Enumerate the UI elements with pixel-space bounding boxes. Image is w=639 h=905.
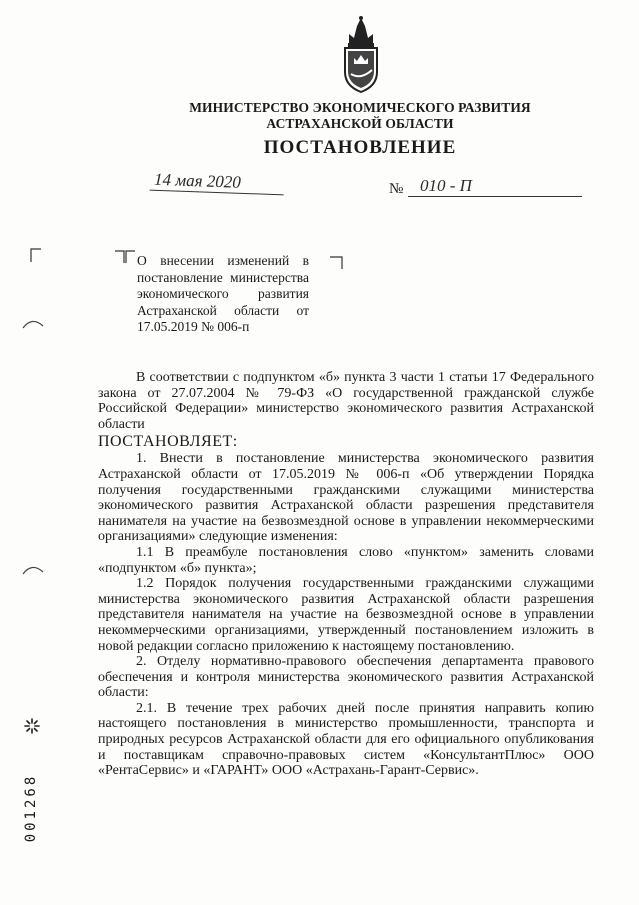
- asterisk-stamp-icon: [24, 718, 40, 734]
- decree-title: ПОСТАНОВЛЕНИЕ: [263, 137, 457, 158]
- paragraph-1-2: 1.2 Порядок получения государственными гражданскими служащими министерства экономического развития Астраханской области разрешения представителя нанимателя на участие на безвозмездной основе в управлении некоммерческими организациями, утвержденный постановлением изложить в новой редакции согласно приложению к настоящему постановлению.: [98, 576, 594, 654]
- ministry-name-line2: АСТРАХАНСКОЙ ОБЛАСТИ: [266, 116, 454, 131]
- paragraph-2: 2. Отделу нормативно-правового обеспечения департамента правового обеспечения и контроля министерства экономического развития Астраханской области:: [98, 654, 594, 701]
- punch-mark-icon: [22, 316, 44, 330]
- subject-bracket-right-icon: [329, 256, 343, 270]
- scan-number: [14, 740, 44, 900]
- preamble-paragraph: В соответствии с подпунктом «б» пункта 3 части 1 статьи 17 Федерального закона от 27.07.2004 № 79-ФЗ «О государственной гражданской службе Российской Федерации» министерство экономического развития Астраханской области: [98, 370, 594, 432]
- corner-bracket-icon: [30, 248, 42, 262]
- scan-number-text: 001268: [23, 773, 39, 843]
- postanovlyaet-heading: ПОСТАНОВЛЯЕТ:: [98, 433, 238, 451]
- ministry-name-line1: МИНИСТЕРСТВО ЭКОНОМИЧЕСКОГО РАЗВИТИЯ: [189, 100, 531, 115]
- ministry-name: [150, 100, 570, 132]
- punch-mark-icon: [22, 562, 44, 576]
- decree-number-label: №: [389, 181, 404, 197]
- decree-date: 14 мая 2020: [150, 170, 285, 196]
- decree-number: 010 - П: [408, 176, 582, 197]
- coat-of-arms-icon: [339, 14, 383, 94]
- paragraph-1-1: 1.1 В преамбуле постановления слово «пунктом» заменить словами «подпунктом «б» пункта»;: [98, 544, 594, 576]
- subject-bracket-left-icon: [114, 250, 136, 264]
- decree-subject: О внесении изменений в постановление министерства экономического развития Астраханской области от 17.05.2019 № 006-п: [137, 253, 309, 334]
- paragraph-1: 1. Внести в постановление министерства экономического развития Астраханской области от 17.05.2019 № 006-п «Об утверждении Порядка получения государственными гражданскими служащими министерства экономического развития Астраханской области разрешения представителя нанимателя на участие на безвозмездной основе в управлении некоммерческими организациями» следующие изменения:: [98, 451, 594, 545]
- decree-body: [98, 370, 594, 779]
- paragraph-2-1: 2.1. В течение трех рабочих дней после принятия направить копию настоящего постановления в министерство промышленности, транспорта и природных ресурсов Астраханской области для его официального опубликования и поставщикам справочно-правовых систем «КонсультантПлюс» ООО «РентаСервис» и «ГАРАНТ» ООО «Астрахань-Гарант-Сервис».: [98, 700, 594, 779]
